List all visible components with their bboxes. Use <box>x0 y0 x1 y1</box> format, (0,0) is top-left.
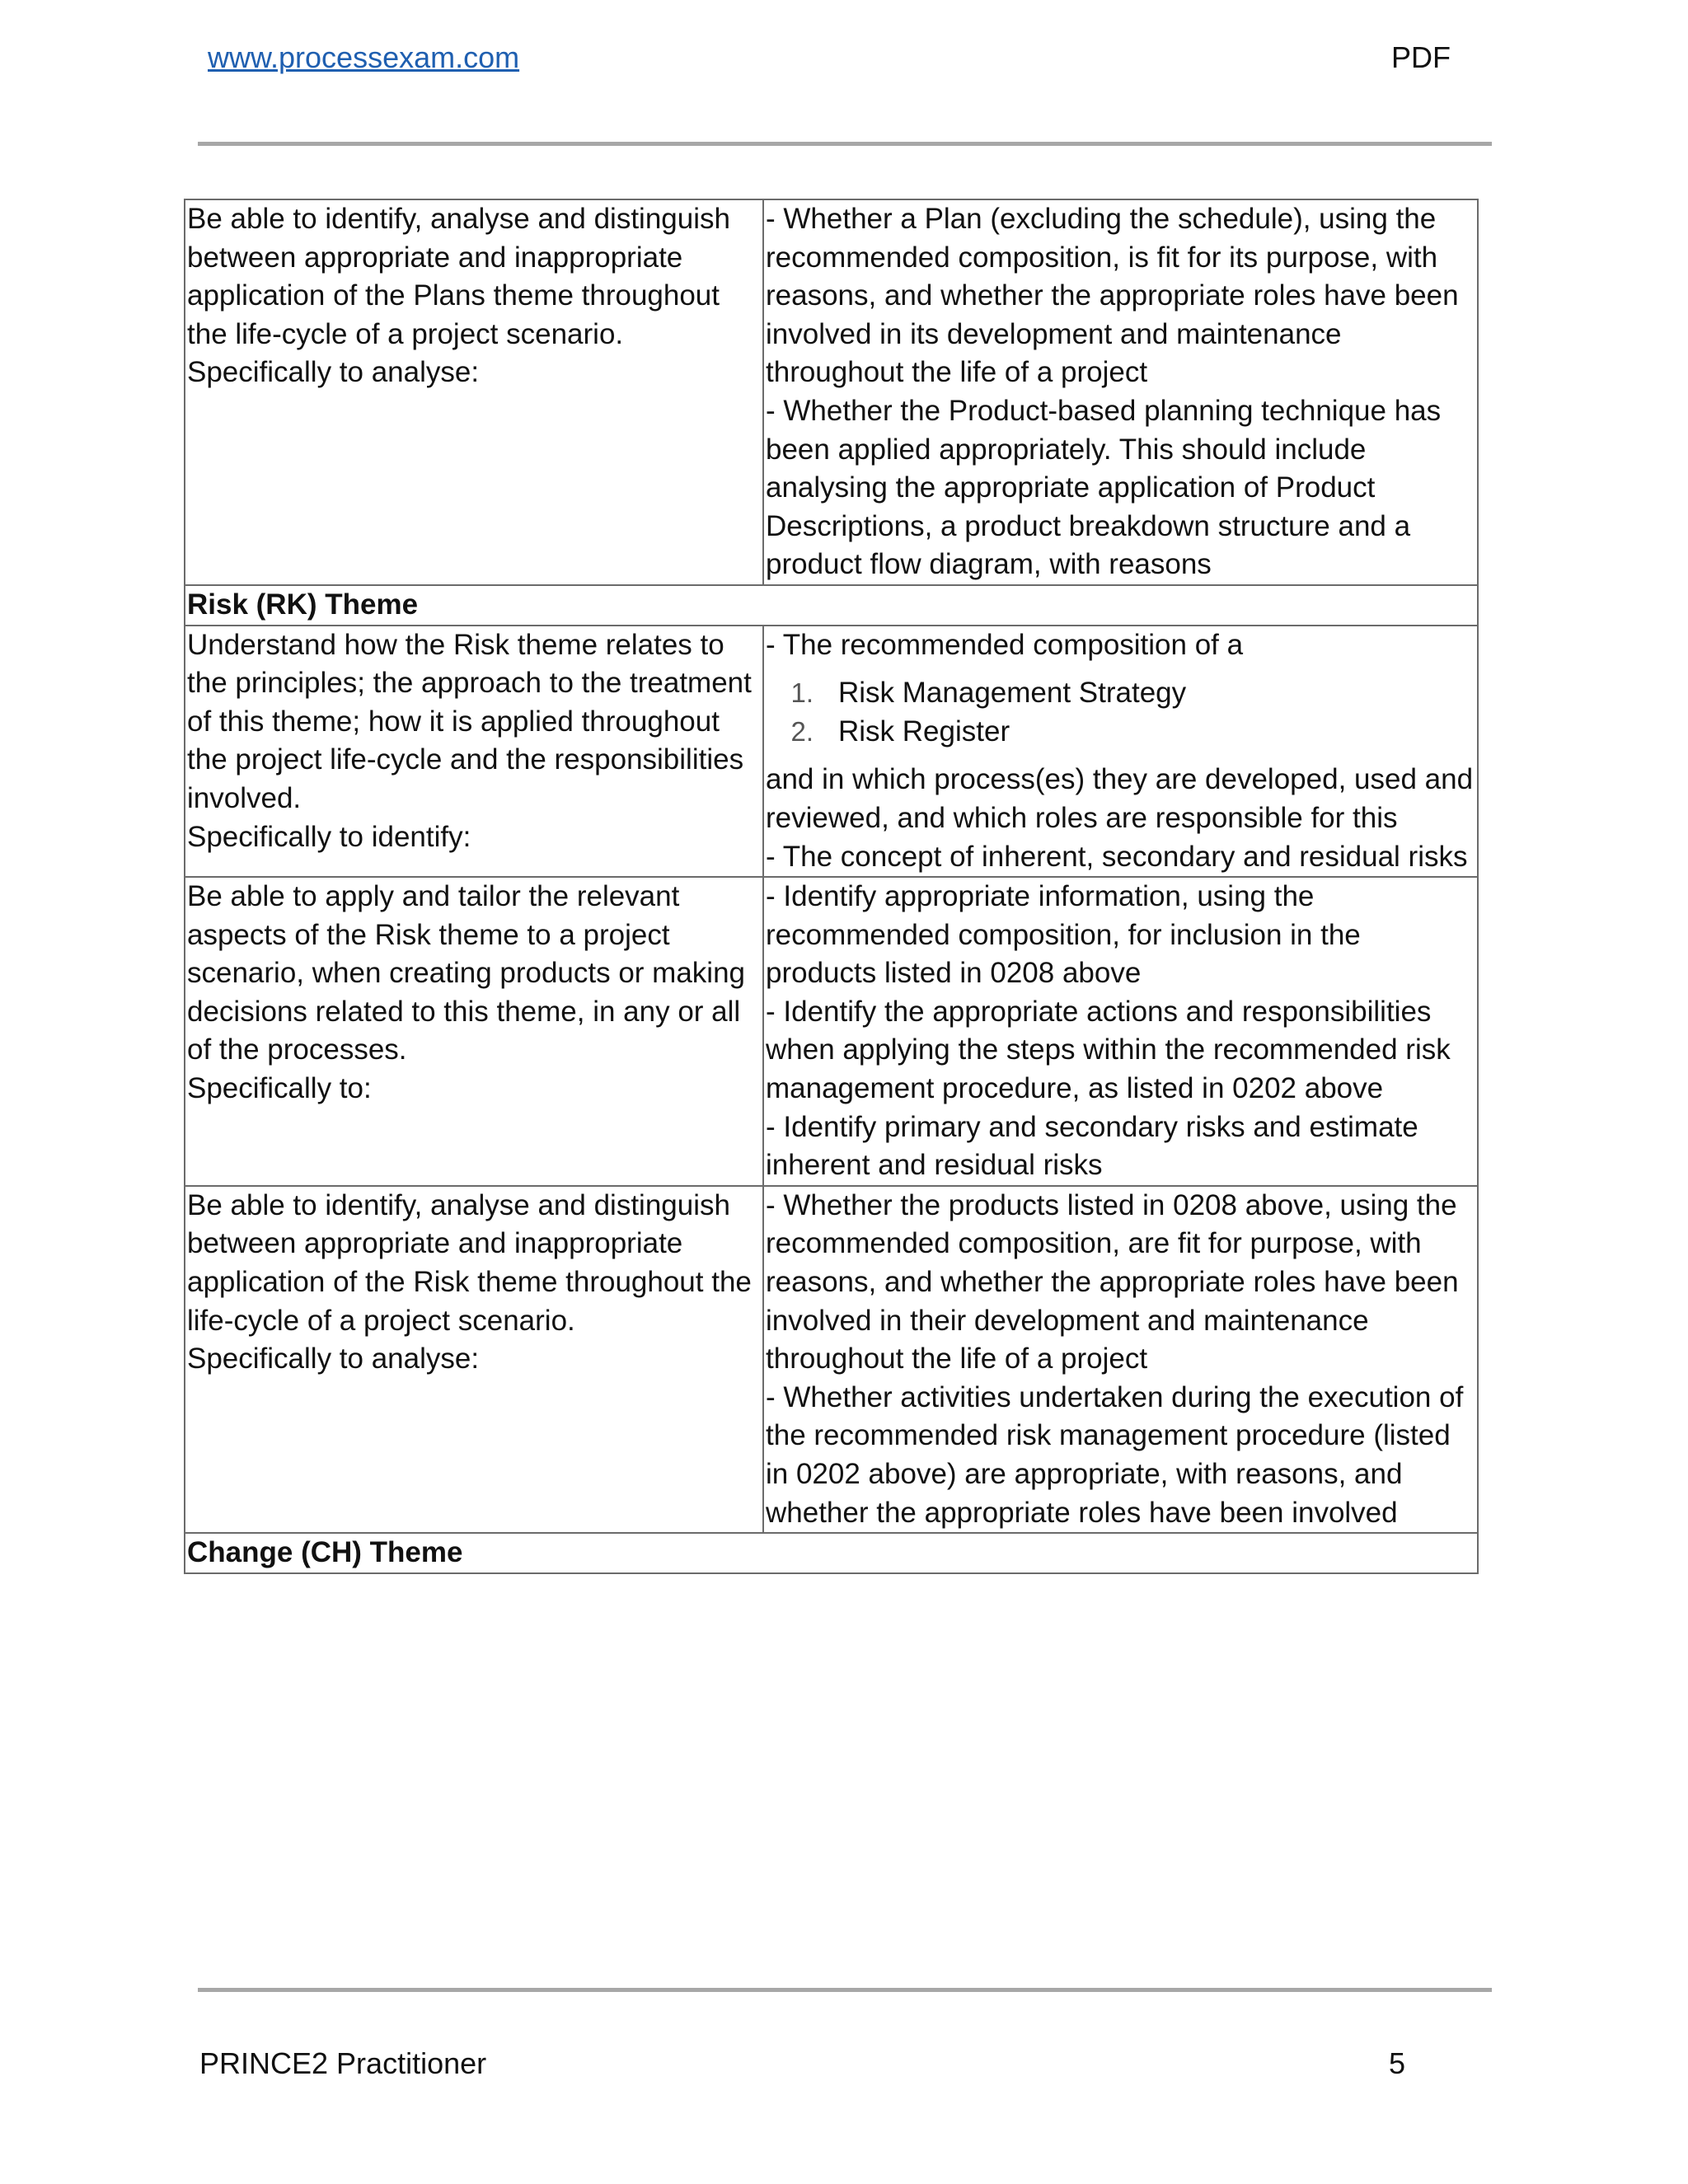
table-row <box>185 199 1478 585</box>
text-line: involved. <box>187 781 302 814</box>
composition-list <box>766 674 1477 751</box>
text-line: recommended composition, are fit for purpose, with <box>766 1227 1422 1260</box>
text-line: product flow diagram, with reasons <box>766 548 1212 581</box>
text-line: Understand how the Risk theme relates to <box>187 628 724 661</box>
text-line: been applied appropriately. This should include <box>766 433 1367 466</box>
list-number: 1. <box>790 677 814 709</box>
criteria-lines <box>766 878 1477 1185</box>
text-line: recommended composition, is fit for its purpose, with <box>766 241 1438 274</box>
text-line: management procedure, as listed in 0202 above <box>766 1072 1384 1105</box>
list-item-text: Risk Register <box>838 715 1010 748</box>
text-line: - Whether the Product-based planning technique has <box>766 394 1442 427</box>
objective-lines <box>187 626 762 857</box>
text-line: throughout the life of a project <box>766 1343 1148 1376</box>
format-label: PDF <box>1391 40 1451 74</box>
text-line: Descriptions, a product breakdown structure and a <box>766 509 1411 542</box>
text-line: between appropriate and inappropriate <box>187 1227 683 1260</box>
objective-cell <box>185 626 763 878</box>
text-line: - Identify appropriate information, using the <box>766 880 1315 913</box>
objective-cell <box>185 199 763 585</box>
text-line: aspects of the Risk theme to a project <box>187 918 670 951</box>
criteria-cell <box>763 877 1478 1186</box>
criteria-cell <box>763 626 1478 878</box>
text-line: of the processes. <box>187 1033 407 1066</box>
table-row <box>185 585 1478 626</box>
objective-lines <box>187 878 762 1108</box>
text-line: analysing the appropriate application of Product <box>766 471 1376 504</box>
criteria-cell <box>763 1186 1478 1533</box>
text-line: application of the Risk theme throughout the <box>187 1266 752 1299</box>
objective-lines <box>187 1187 762 1379</box>
text-line: and in which process(es) they are developed, used and <box>766 763 1474 796</box>
site-link[interactable]: www.processexam.com <box>208 40 520 74</box>
text-line: the life-cycle of a project scenario. <box>187 317 624 350</box>
text-line: reviewed, and which roles are responsible for this <box>766 801 1398 834</box>
text-line: Specifically to analyse: <box>187 356 480 389</box>
criteria-cell <box>763 199 1478 585</box>
text-line: reasons, and whether the appropriate roles have been <box>766 1266 1459 1299</box>
text-line: involved in its development and maintenance <box>766 317 1342 350</box>
text-line: life-cycle of a project scenario. <box>187 1304 575 1337</box>
text-line: - The recommended composition of a <box>766 628 1244 661</box>
text-line: involved in their development and maintenance <box>766 1304 1369 1337</box>
text-line: Specifically to analyse: <box>187 1343 480 1376</box>
list-item <box>766 713 1477 752</box>
table-row <box>185 1186 1478 1533</box>
criteria-lines <box>766 1187 1477 1532</box>
text-line: between appropriate and inappropriate <box>187 241 683 274</box>
text-line: Be able to identify, analyse and distinguish <box>187 1188 730 1221</box>
text-line: - Identify primary and secondary risks and estimate <box>766 1110 1418 1143</box>
header-divider <box>198 142 1492 146</box>
page-number: 5 <box>1389 2046 1406 2080</box>
syllabus-table <box>184 199 1479 1574</box>
objective-cell <box>185 1186 763 1533</box>
text-line: in 0202 above) are appropriate, with reasons, and <box>766 1458 1403 1490</box>
text-line: the recommended risk management procedure (listed <box>766 1419 1451 1452</box>
change-theme-heading: Change (CH) Theme <box>185 1533 1478 1573</box>
footer-title: PRINCE2 Practitioner <box>199 2046 487 2080</box>
footer-divider <box>198 1988 1492 1992</box>
text-line: - The concept of inherent, secondary and residual risks <box>766 840 1468 873</box>
text-line: scenario, when creating products or making <box>187 957 746 990</box>
text-line: Be able to identify, analyse and distinguish <box>187 203 730 235</box>
list-item-text: Risk Management Strategy <box>838 677 1187 710</box>
table-row <box>185 626 1478 878</box>
text-line: - Whether the products listed in 0208 above, using the <box>766 1188 1457 1221</box>
text-line: recommended composition, for inclusion in the <box>766 918 1361 951</box>
objective-lines <box>187 200 762 392</box>
criteria-lines <box>766 200 1477 584</box>
text-line: application of the Plans theme throughout <box>187 279 720 312</box>
text-line: reasons, and whether the appropriate roles have been <box>766 279 1459 312</box>
text-line: the principles; the approach to the treatment <box>187 667 752 700</box>
text-line: decisions related to this theme, in any or all <box>187 995 741 1028</box>
text-line: inherent and residual risks <box>766 1149 1103 1182</box>
text-line: Specifically to identify: <box>187 820 471 853</box>
table-row <box>185 1533 1478 1573</box>
criteria-lines <box>766 761 1477 876</box>
risk-theme-heading: Risk (RK) Theme <box>185 585 1478 626</box>
syllabus-table-body <box>185 199 1478 1573</box>
text-line: - Whether activities undertaken during the execution of <box>766 1380 1464 1413</box>
list-item <box>766 674 1477 713</box>
text-line: when applying the steps within the recommended risk <box>766 1033 1451 1066</box>
text-line: products listed in 0208 above <box>766 957 1142 990</box>
table-row <box>185 877 1478 1186</box>
text-line: Be able to apply and tailor the relevant <box>187 880 680 913</box>
text-line: - Identify the appropriate actions and responsibilities <box>766 995 1432 1028</box>
objective-cell <box>185 877 763 1186</box>
list-number: 2. <box>790 715 814 747</box>
text-line: of this theme; how it is applied throughout <box>187 705 720 738</box>
text-line: - Whether a Plan (excluding the schedule), using the <box>766 203 1437 235</box>
text-line: Specifically to: <box>187 1072 372 1105</box>
text-line: whether the appropriate roles have been involved <box>766 1496 1398 1529</box>
text-line: the project life-cycle and the responsibilities <box>187 743 744 776</box>
text-line: throughout the life of a project <box>766 356 1148 389</box>
